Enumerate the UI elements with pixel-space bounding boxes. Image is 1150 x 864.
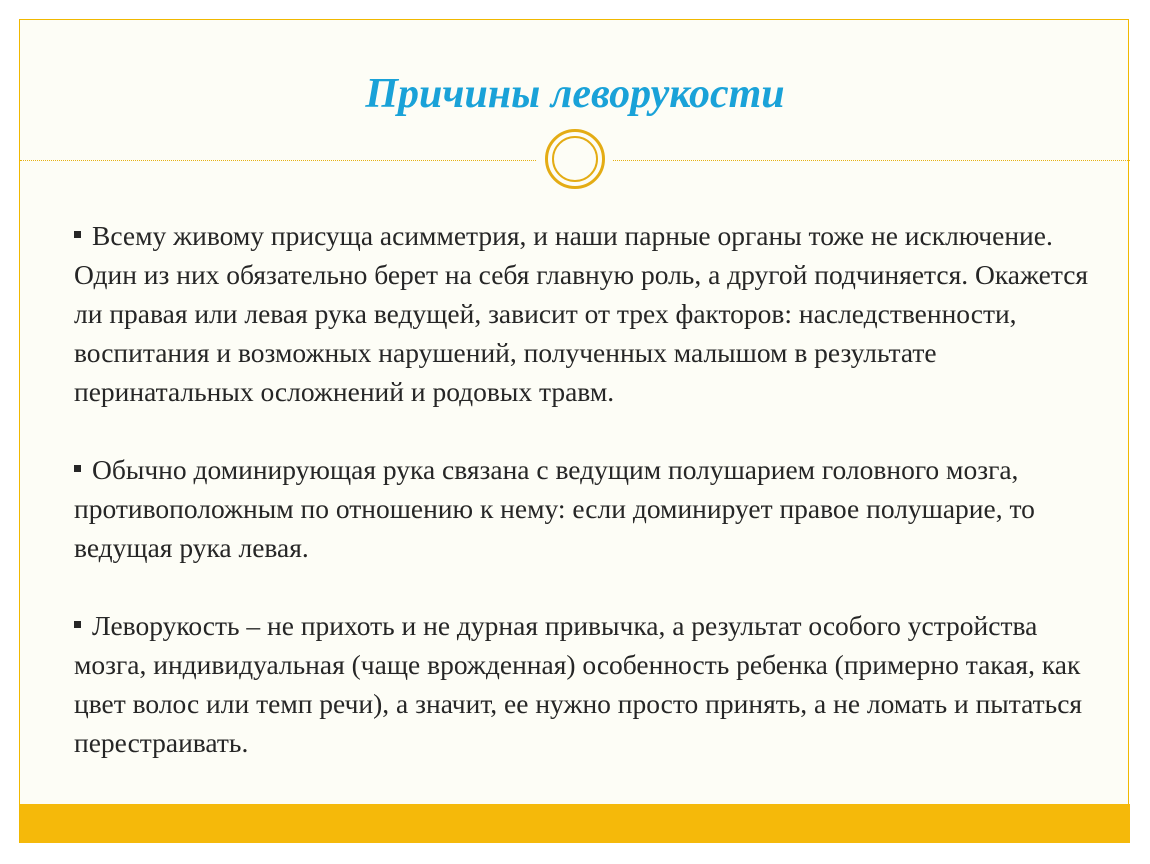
footer-accent-bar [20,804,1130,843]
bullet-paragraph-1 [74,216,1104,411]
slide-title: Причины леворукости [365,71,785,117]
circle-ornament-icon [545,129,605,189]
paragraph-text: Обычно доминирующая рука связана с ведущим полушарием головного мозга, противоположным по отношению к нему: если доминирует правое полушарие, то ведущая рука левая. [74,454,1035,563]
paragraph-text: Леворукость – не прихоть и не дурная привычка, а результат особого устройства мозга, индивидуальная (чаще врожденная) особенность ребенка (примерно такая, как цвет волос или темп речи), а значит, ее нужно просто принять, а не ломать и пытаться перестраивать. [74,610,1083,758]
bullet-paragraph-2 [74,450,1104,567]
square-bullet-icon [74,231,81,238]
square-bullet-icon [74,465,81,472]
title-divider-left [20,160,536,161]
paragraph-text: Всему живому присуща асимметрия, и наши парные органы тоже не исключение. Один из них обязательно берет на себя главную роль, а другой подчиняется. Окажется ли правая или левая рука ведущей, зависит от трех факторов: наследственности, воспитания и возможных нарушений, полученных малышом в результате перинатальных осложнений и родовых травм. [74,220,1089,407]
bullet-paragraph-3 [74,606,1104,762]
title-divider-right [613,160,1130,161]
slide-body [74,216,1104,801]
square-bullet-icon [74,621,81,628]
